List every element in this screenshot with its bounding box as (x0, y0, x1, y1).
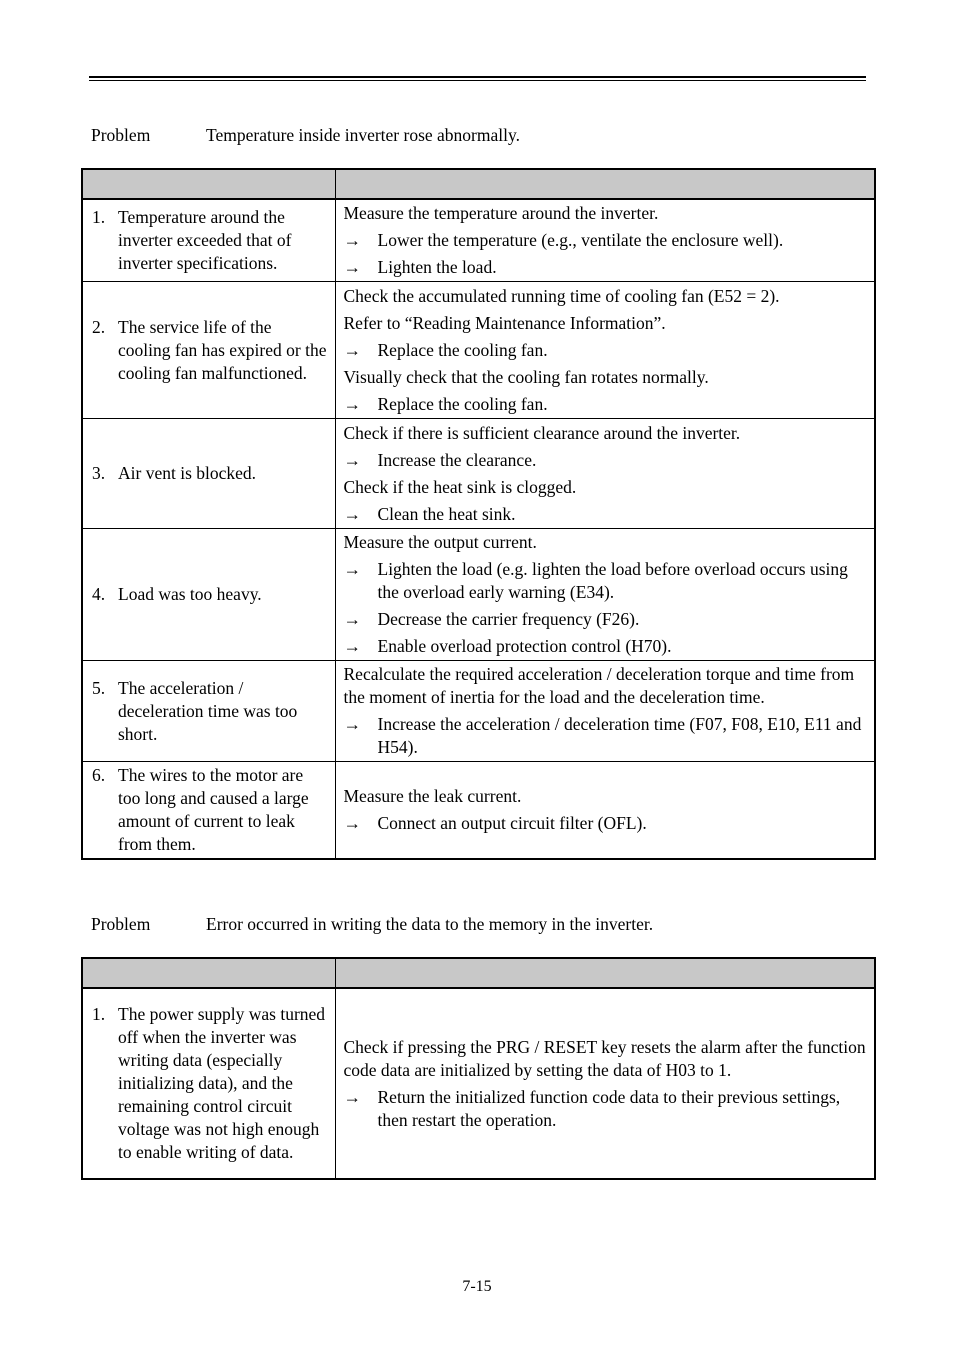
table-row (82, 762, 875, 860)
check-cell (335, 762, 875, 860)
remedy-text: Connect an output circuit filter (OFL). (377, 813, 647, 833)
cause-number: 3. (92, 463, 106, 483)
table-row (82, 199, 875, 282)
cause-cell (82, 199, 335, 282)
header-cell-check (335, 169, 875, 199)
check-text: Visually check that the cooling fan rotates normally. (343, 366, 709, 387)
check-text: Recalculate the required acceleration / deceleration torque and time from the moment of inertia for the load and the deceleration time. (343, 664, 855, 707)
remedy-line (344, 449, 869, 472)
remedy-line (344, 558, 869, 604)
check-list (336, 661, 875, 761)
arrow-icon: → (343, 230, 361, 250)
arrow-icon: → (343, 257, 361, 277)
problem-label: Problem (91, 125, 151, 145)
cause-text: Load was too heavy. (118, 584, 262, 604)
cause-number: 1. (92, 1004, 106, 1024)
remedy-text: Replace the cooling fan. (377, 393, 548, 414)
cause-cell (82, 988, 335, 1179)
problem-label: Problem (91, 914, 151, 934)
remedy-text: Lighten the load (e.g. lighten the load before overload occurs using the overload early warning (E34). (377, 559, 848, 602)
table-header-row (82, 169, 875, 199)
arrow-icon: → (343, 503, 361, 524)
check-list (336, 1034, 875, 1134)
cause-cell (82, 661, 335, 762)
table-row (82, 419, 875, 529)
header-rule-thick (89, 76, 866, 78)
cause-number: 5. (92, 677, 106, 698)
check-cell (335, 199, 875, 282)
header-cell-cause (82, 169, 335, 199)
cause-text: Air vent is blocked. (118, 463, 257, 483)
remedy-line (344, 339, 869, 362)
table-row (82, 661, 875, 762)
remedy-line (344, 393, 869, 416)
arrow-icon: → (343, 1086, 361, 1107)
check-cell (335, 282, 875, 419)
remedy-text: Lower the temperature (e.g., ventilate the enclosure well). (377, 230, 784, 250)
check-text: Check if the heat sink is clogged. (343, 476, 577, 497)
cause-item (83, 581, 335, 608)
check-text: Check if pressing the PRG / RESET key resets the alarm after the function code data are initialized by setting the data of H03 to 1. (343, 1036, 866, 1080)
remedy-line (344, 635, 869, 658)
table-header-row (82, 958, 875, 988)
troubleshooting-table-2 (81, 957, 876, 1180)
remedy-line (344, 503, 869, 526)
check-text: Measure the temperature around the inverter. (343, 203, 659, 223)
cause-cell (82, 762, 335, 860)
cause-item (83, 460, 335, 487)
table-row (82, 529, 875, 661)
check-text: Measure the leak current. (343, 786, 522, 806)
check-list (336, 283, 875, 418)
remedy-line (344, 713, 869, 759)
remedy-text: Enable overload protection control (H70). (377, 636, 672, 656)
table-body (82, 988, 875, 1179)
cause-text: The power supply was turned off when the inverter was writing data (especially initializing data), and the remaining control circuit voltage was not high enough to enable writing of data. (118, 1004, 326, 1162)
check-text: Check if there is sufficient clearance around the inverter. (343, 422, 741, 443)
cause-item (83, 1001, 335, 1166)
check-list (336, 420, 875, 528)
arrow-icon: → (343, 813, 361, 833)
table-row (82, 282, 875, 419)
check-list (336, 783, 875, 837)
remedy-text: Replace the cooling fan. (377, 339, 548, 360)
troubleshooting-table-1 (81, 168, 876, 860)
remedy-text: Lighten the load. (377, 257, 497, 277)
cause-number: 6. (92, 765, 106, 785)
cause-item (83, 762, 335, 858)
cause-number: 1. (92, 207, 106, 227)
cause-number: 2. (92, 316, 106, 337)
check-text: Refer to “Reading Maintenance Information”. (343, 312, 666, 333)
remedy-line (344, 608, 869, 631)
arrow-icon: → (343, 449, 361, 470)
table-body (82, 199, 875, 859)
remedy-line (344, 229, 869, 252)
cause-cell (82, 282, 335, 419)
check-cell (335, 419, 875, 529)
remedy-text: Return the initialized function code data to their previous settings, then restart the operation. (377, 1086, 841, 1130)
table-row (82, 988, 875, 1179)
remedy-line (344, 1086, 869, 1132)
check-cell (335, 529, 875, 661)
check-list (336, 200, 875, 281)
remedy-line (344, 256, 869, 279)
cause-text: Temperature around the inverter exceeded that of inverter specifications. (118, 207, 292, 273)
arrow-icon: → (343, 609, 361, 629)
cause-text: The wires to the motor are too long and caused a large amount of current to leak from them. (118, 765, 309, 854)
check-text: Measure the output current. (343, 532, 537, 552)
arrow-icon: → (343, 636, 361, 656)
cause-item (83, 314, 335, 387)
check-text: Check the accumulated running time of cooling fan (E52 = 2). (343, 285, 780, 306)
header-cell-cause (82, 958, 335, 988)
check-cell (335, 988, 875, 1179)
cause-cell (82, 419, 335, 529)
cause-number: 4. (92, 584, 106, 604)
remedy-text: Increase the clearance. (377, 449, 537, 470)
problem-text: Temperature inside inverter rose abnormally. (206, 125, 520, 145)
cause-text: The service life of the cooling fan has expired or the cooling fan malfunctioned. (118, 316, 327, 383)
arrow-icon: → (343, 559, 361, 579)
check-list (336, 529, 875, 660)
remedy-text: Decrease the carrier frequency (F26). (377, 609, 640, 629)
cause-text: The acceleration / deceleration time was too short. (118, 677, 298, 744)
problem-text: Error occurred in writing the data to the memory in the inverter. (206, 914, 654, 934)
remedy-text: Increase the acceleration / deceleration time (F07, F08, E10, E11 and H54). (377, 714, 862, 757)
header-cell-check (335, 958, 875, 988)
header-rule-thin (89, 80, 866, 81)
remedy-line (344, 812, 869, 835)
cause-item (83, 204, 335, 277)
check-cell (335, 661, 875, 762)
arrow-icon: → (343, 393, 361, 414)
page-number: 7-15 (462, 1278, 492, 1295)
cause-item (83, 675, 335, 748)
cause-cell (82, 529, 335, 661)
remedy-text: Clean the heat sink. (377, 503, 516, 524)
arrow-icon: → (343, 339, 361, 360)
arrow-icon: → (343, 714, 361, 734)
